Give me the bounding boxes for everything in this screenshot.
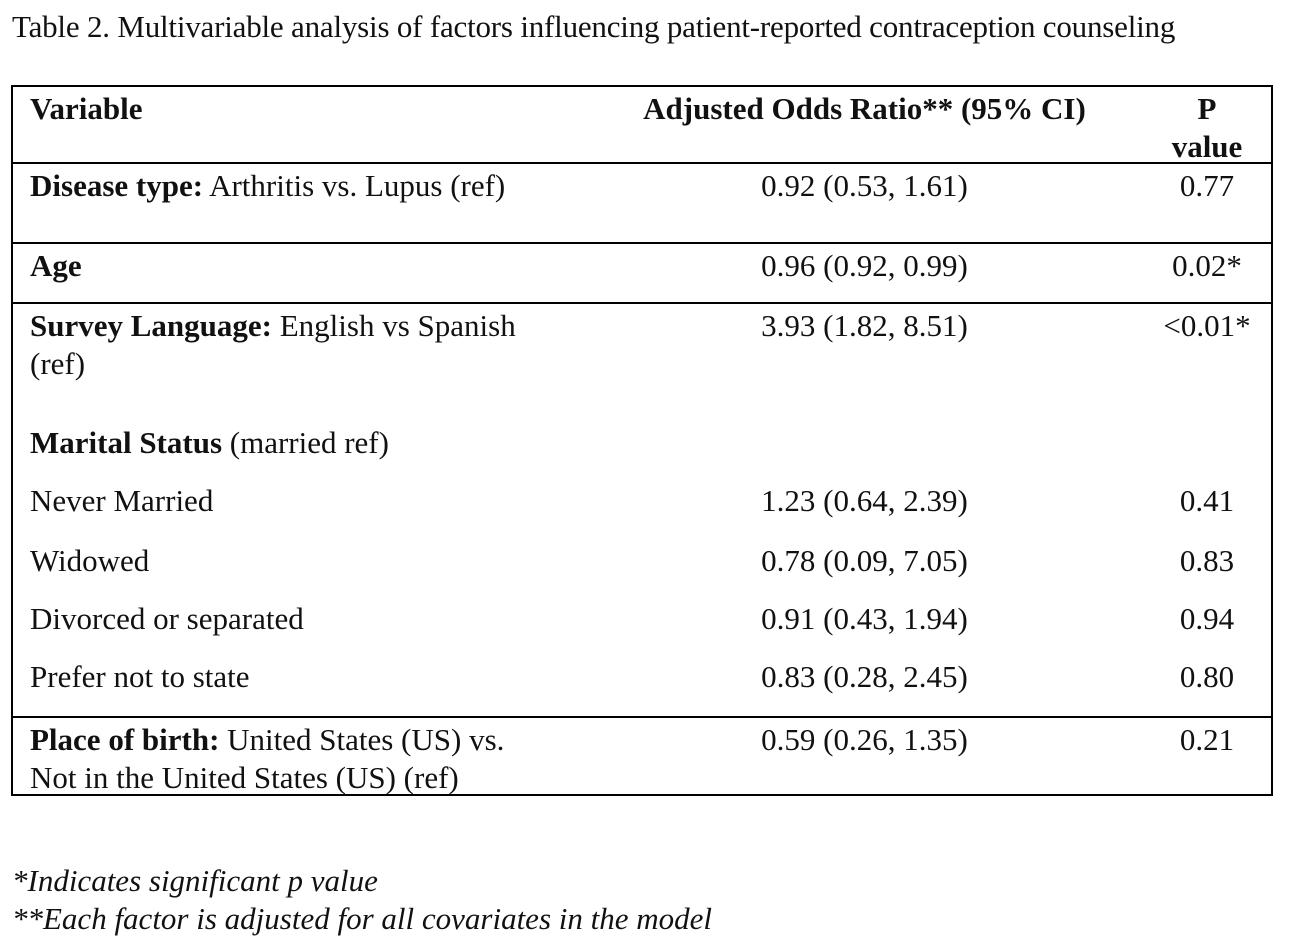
odds-ratio-widowed: 0.78 (0.09, 7.05): [761, 543, 968, 578]
row-label-rest: United States (US) vs.: [219, 722, 505, 757]
row-label-survey-language: [30, 307, 516, 345]
p-value-place-of-birth: 0.21: [1179, 722, 1235, 757]
odds-ratio-divorced: 0.91 (0.43, 1.94): [761, 601, 968, 636]
odds-ratio-prefer-not-to-state: 0.83 (0.28, 2.45): [761, 659, 968, 694]
row-label-rest: Arthritis vs. Lupus (ref): [203, 168, 506, 203]
odds-ratio-never-married: 1.23 (0.64, 2.39): [761, 483, 968, 518]
odds-ratio-place-of-birth: 0.59 (0.26, 1.35): [761, 722, 968, 757]
p-value-widowed: 0.83: [1179, 543, 1235, 578]
row-label-bold: Survey Language:: [30, 308, 272, 343]
row-label-marital-status: [30, 424, 389, 462]
row-label-survey-language-line2: (ref): [30, 346, 86, 381]
p-value-prefer-not-to-state: 0.80: [1179, 659, 1235, 694]
header-p-value-line2: value: [1171, 129, 1243, 164]
header-p-value-line1: P: [1197, 91, 1217, 126]
row-divider: [13, 716, 1271, 718]
p-value-divorced: 0.94: [1179, 601, 1235, 636]
row-label-bold: Disease type:: [30, 168, 204, 203]
row-divider: [13, 242, 1271, 244]
footnote-significance: *Indicates significant p value: [12, 863, 378, 898]
p-value-never-married: 0.41: [1179, 483, 1235, 518]
p-value-survey-language: <0.01*: [1163, 308, 1251, 343]
row-label-bold: Marital Status: [30, 425, 223, 460]
footnote-adjustment: **Each factor is adjusted for all covariates in the model: [12, 901, 712, 936]
header-divider: [13, 162, 1271, 164]
row-label-divorced: Divorced or separated: [30, 601, 304, 636]
row-label-age: Age: [30, 248, 82, 283]
p-value-disease-type: 0.77: [1179, 168, 1235, 203]
header-odds-ratio: Adjusted Odds Ratio** (95% CI): [643, 91, 1086, 126]
row-label-never-married: Never Married: [30, 483, 214, 518]
row-label-widowed: Widowed: [30, 543, 150, 578]
odds-ratio-disease-type: 0.92 (0.53, 1.61): [761, 168, 968, 203]
row-label-place-of-birth: [30, 721, 504, 759]
row-label-place-of-birth-line2: Not in the United States (US) (ref): [30, 760, 459, 795]
p-value-age: 0.02*: [1172, 248, 1242, 283]
odds-ratio-age: 0.96 (0.92, 0.99): [761, 248, 968, 283]
footnotes: [12, 862, 712, 938]
row-label-rest: (married ref): [222, 425, 389, 460]
row-label-bold: Place of birth:: [30, 722, 220, 757]
row-label-disease-type: [30, 167, 505, 205]
header-variable: Variable: [30, 91, 143, 126]
results-table: [11, 85, 1273, 796]
row-label-prefer-not-to-state: Prefer not to state: [30, 659, 250, 694]
row-divider: [13, 302, 1271, 304]
table-caption: Table 2. Multivariable analysis of factors influencing patient-reported contraception counseling: [12, 9, 1176, 44]
row-label-rest: English vs Spanish: [272, 308, 516, 343]
odds-ratio-survey-language: 3.93 (1.82, 8.51): [761, 308, 968, 343]
